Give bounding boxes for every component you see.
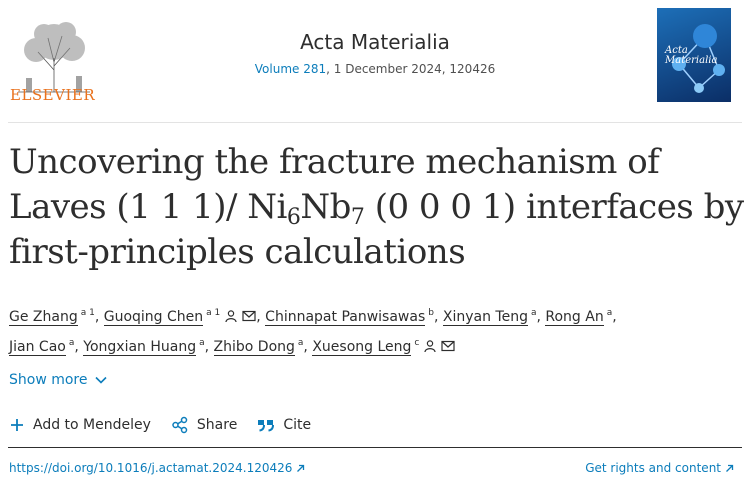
- header-divider: [8, 122, 742, 123]
- publisher-name: ELSEVIER: [10, 86, 96, 104]
- affiliation-marker[interactable]: a: [297, 338, 304, 348]
- show-more-button[interactable]: [9, 372, 108, 388]
- doi-text: https://doi.org/10.1016/j.actamat.2024.120426: [9, 461, 293, 475]
- author-list: Ge Zhang $^{a 1}$, Guoqing Chen $^{a 1}$ , Chinnapat Panwisawas $^b$, Xinyan Teng $^a$, Rong An $^a$, Jian Cao $^a$, Yongxian Huang $^a$, Zhibo Dong $^a$, Xuesong Leng $^c$: [9, 308, 617, 355]
- issue-details: , 1 December 2024, 120426: [326, 62, 496, 76]
- email-icon[interactable]: [441, 340, 455, 352]
- plus-icon: [9, 417, 25, 433]
- share-label: Share: [196, 417, 238, 433]
- affiliation-marker[interactable]: a 1: [80, 308, 95, 318]
- affiliation-marker[interactable]: a 1: [206, 308, 221, 318]
- issue-line: [180, 62, 570, 76]
- share-icon: [171, 416, 189, 434]
- author-link[interactable]: Rong An: [545, 309, 604, 325]
- author-link[interactable]: Zhibo Dong: [213, 339, 295, 355]
- journal-title-link[interactable]: Acta Materialia: [300, 30, 450, 54]
- author-link[interactable]: Chinnapat Panwisawas: [265, 309, 426, 325]
- author-link[interactable]: Xuesong Leng: [312, 339, 412, 355]
- author-link[interactable]: Xinyan Teng: [442, 309, 528, 325]
- author-link[interactable]: Guoqing Chen: [103, 309, 204, 325]
- article-actions: [9, 414, 331, 436]
- volume-link[interactable]: Volume 281: [254, 62, 327, 76]
- chevron-down-icon: [94, 373, 108, 387]
- get-rights-text: Get rights and content: [585, 461, 721, 475]
- get-rights-link[interactable]: [585, 461, 734, 475]
- actions-divider: [8, 447, 742, 448]
- add-to-mendeley-label: Add to Mendeley: [33, 417, 151, 433]
- author-link[interactable]: Yongxian Huang: [83, 339, 197, 355]
- journal-cover-image[interactable]: [657, 8, 731, 102]
- cite-label: Cite: [283, 417, 312, 433]
- add-to-mendeley-button[interactable]: [9, 417, 151, 433]
- cite-button[interactable]: [257, 417, 311, 433]
- external-link-icon: [296, 464, 305, 473]
- author-link[interactable]: Jian Cao: [9, 339, 66, 355]
- affiliation-marker[interactable]: a: [68, 338, 75, 348]
- affiliation-marker[interactable]: a: [606, 308, 613, 318]
- affiliation-marker[interactable]: a: [530, 308, 537, 318]
- doi-link[interactable]: [9, 461, 305, 475]
- journal-info: [180, 30, 570, 76]
- article-title: Uncovering the fracture mechanism of Laves (1 1 1)/ $Ni_6Nb_7$ (0 0 0 1) interfaces by first-principles calculations: [9, 142, 744, 272]
- show-more-label: Show more: [9, 372, 88, 388]
- affiliation-marker[interactable]: b: [428, 308, 434, 318]
- journal-header: [0, 0, 750, 122]
- share-button[interactable]: [171, 416, 237, 434]
- author-link[interactable]: Ge Zhang: [9, 309, 78, 325]
- external-link-icon: [725, 464, 734, 473]
- person-icon: [224, 310, 238, 322]
- affiliation-marker[interactable]: a: [199, 338, 205, 348]
- cover-title: Acta Materialia: [665, 45, 718, 66]
- affiliation-marker[interactable]: c: [414, 338, 420, 348]
- email-icon[interactable]: [242, 310, 256, 322]
- person-icon: [423, 340, 437, 352]
- quote-icon: [257, 417, 275, 433]
